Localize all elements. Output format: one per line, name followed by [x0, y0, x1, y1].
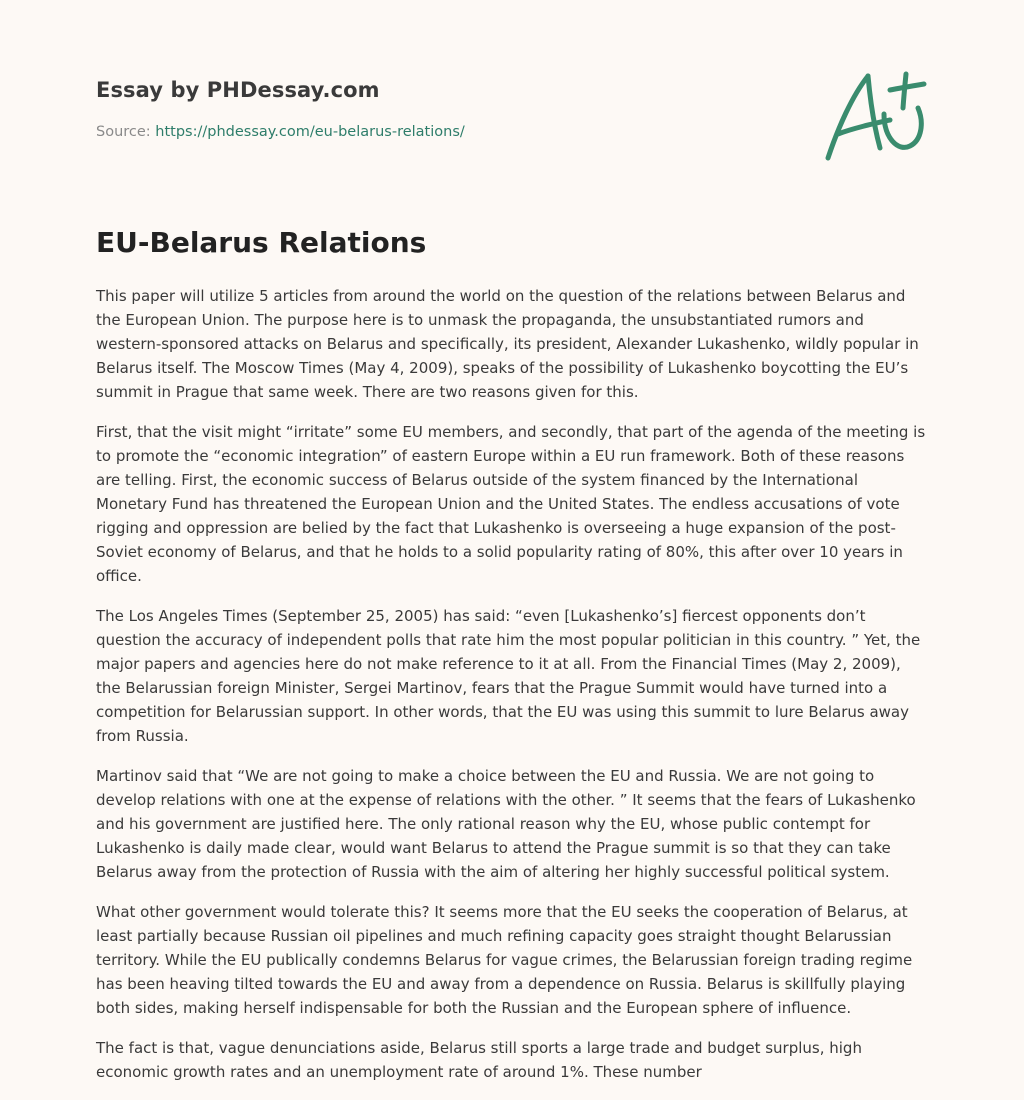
article-body [96, 284, 930, 1100]
article-paragraph: Martinov said that “We are not going to make a choice between the EU and Russia. We are not going to develop relations with one at the expense of relations with the other. ” It seems that the fears of Lukashenko and his government are justified here. The only rational reason why the EU, whose public contempt for Lukashenko is daily made clear, would want Belarus to attend the Prague summit is so that they can take Belarus away from the protection of Russia with the aim of altering her highly successful political system. [96, 767, 916, 881]
article-paragraph: What other government would tolerate this? It seems more that the EU seeks the cooperation of Belarus, at least partially because Russian oil pipelines and much refining capacity goes straight thought Belarussian territory. While the EU publically condemns Belarus for vague crimes, the Belarussian foreign trading regime has been heaving tilted towards the EU and away from a dependence on Russia. Belarus is skillfully playing both sides, making herself indispensable for both the Russian and the European sphere of influence. [96, 903, 913, 1017]
source-line [96, 124, 465, 140]
source-link[interactable]: https://phdessay.com/eu-belarus-relations/ [155, 124, 465, 140]
article-paragraph: First, that the visit might “irritate” some EU members, and secondly, that part of the agenda of the meeting is to promote the “economic integration” of eastern Europe within a EU run framework. Both of these reasons are telling. First, the economic success of Belarus outside of the system financed by the International Monetary Fund has threatened the European Union and the United States. The endless accusations of vote rigging and oppression are belied by the fact that Lukashenko is overseeing a huge expansion of the post-Soviet economy of Belarus, and that he holds to a solid popularity rating of 80%, this after over 10 years in office. [96, 423, 926, 585]
article-title: EU-Belarus Relations [96, 226, 427, 259]
article-paragraph: This paper will utilize 5 articles from around the world on the question of the relations between Belarus and the European Union. The purpose here is to unmask the propaganda, the unsubstantiated rumors and western-sponsored attacks on Belarus and specifically, its president, Alexander Lukashenko, wildly popular in Belarus itself. The Moscow Times (May 4, 2009), speaks of the possibility of Lukashenko boycotting the EU’s summit in Prague that same week. There are two reasons given for this. [96, 287, 919, 401]
site-brand: Essay by PHDessay.com [96, 78, 380, 102]
article-paragraph: The Los Angeles Times (September 25, 2005) has said: “even [Lukashenko’s] fiercest opponents don’t question the accuracy of independent polls that rate him the most popular politician in this country. ” Yet, the major papers and agencies here do not make reference to it at all. From the Financial Times (May 2, 2009), the Belarussian foreign Minister, Sergei Martinov, fears that the Prague Summit would have turned into a competition for Belarussian support. In other words, that the EU was using this summit to lure Belarus away from Russia. [96, 607, 921, 745]
article-paragraph: The fact is that, vague denunciations aside, Belarus still sports a large trade and budget surplus, high economic growth rates and an unemployment rate of around 1%. These number [96, 1039, 862, 1081]
a-plus-logo-icon [824, 68, 928, 164]
source-label: Source: [96, 124, 151, 140]
